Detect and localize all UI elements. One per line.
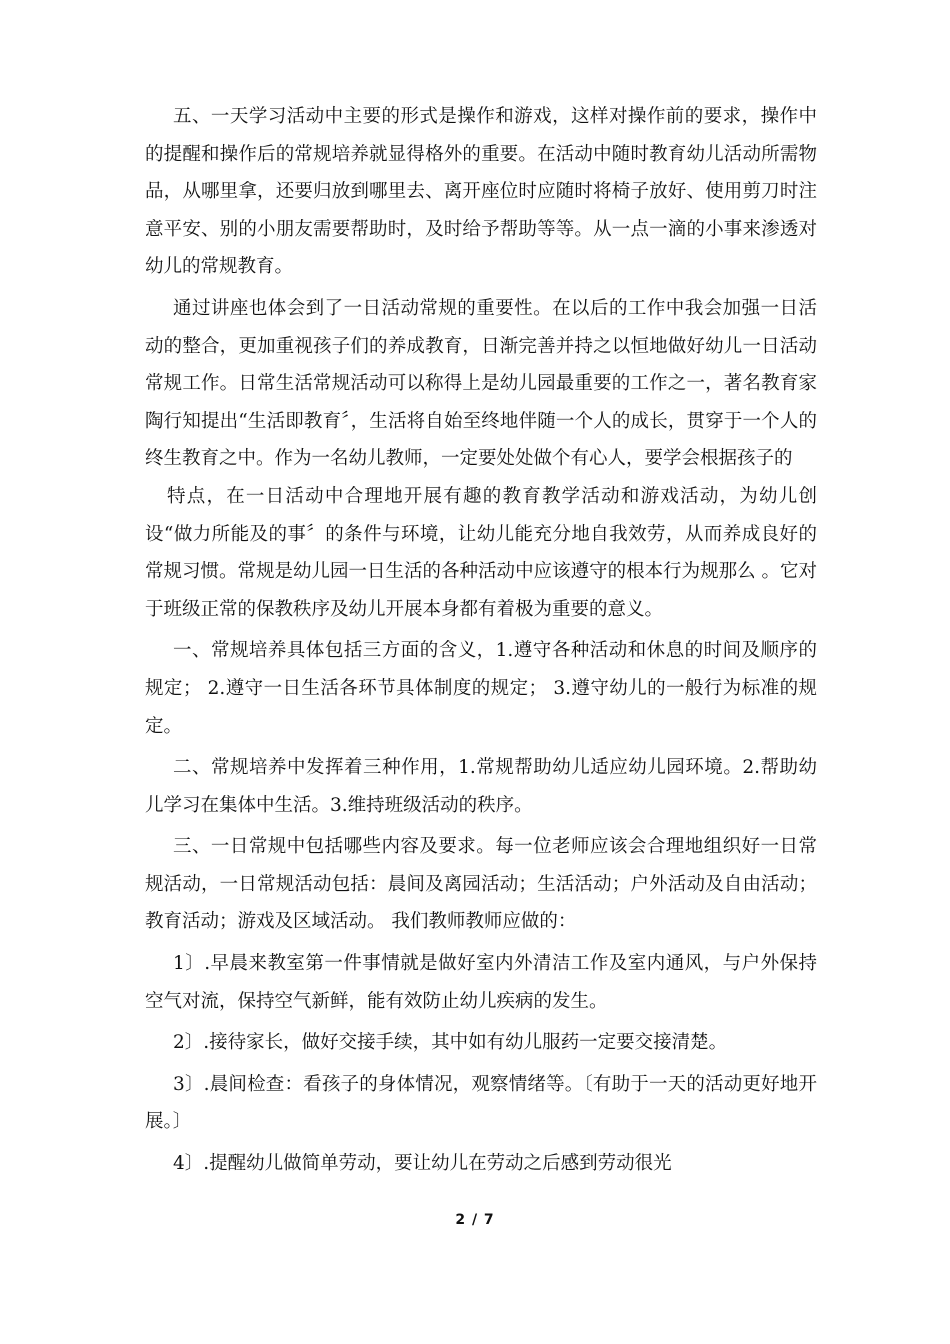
paragraph-routine-meaning: 一、常规培养具体包括三方面的含义，1.遵守各种活动和休息的时间及顺序的规定； 2.遵守一日生活各环节具体制度的规定； 3.遵守幼儿的一般行为标准的规定。 (145, 640, 817, 737)
document-body (145, 98, 817, 1187)
paragraph-activity-forms: 五、一天学习活动中主要的形式是操作和游戏，这样对操作前的要求，操作中的提醒和操作后的常规培养就显得格外的重要。在活动中随时教育幼儿活动所需物品，从哪里拿，还要归放到哪里去、离开座位时应随时将椅子放好、使用剪刀时注意平安、别的小朋友需要帮助时，及时给予帮助等等。从一点一滴的小事来渗透对幼儿的常规教育。 (145, 106, 817, 278)
list-item-simple-labor: 4〕.提醒幼儿做简单劳动，要让幼儿在劳动之后感到劳动很光 (173, 1153, 672, 1175)
list-item-morning-check: 3〕.晨间检查：看孩子的身体情况，观察情绪等。〔有助于一天的活动更好地开展。〕 (145, 1073, 817, 1133)
paragraph-routine-roles: 二、常规培养中发挥着三种作用，1.常规帮助幼儿适应幼儿园环境。2.帮助幼儿学习在集体中生活。3.维持班级活动的秩序。 (145, 757, 817, 816)
paragraph-lecture-reflection: 通过讲座也体会到了一日活动常规的重要性。在以后的工作中我会加强一日活动的整合，更加重视孩子们的养成教育，日渐完善并持之以恒地做好幼儿一日活动常规工作。日常生活常规活动可以称得上是幼儿园最重要的工作之一，著名教育家陶行知提出“生活即教育〞，生活将自始至终地伴随一个人的成长，贯穿于一个人的终生教育之中。作为一名幼儿教师，一定要处处做个有心人，要学会根据孩子的 (145, 297, 817, 470)
page-number: 2 / 7 (455, 1212, 495, 1228)
list-item-classroom-cleaning: 1〕.早晨来教室第一件事情就是做好室内外清洁工作及室内通风，与户外保持空气对流，保持空气新鲜，能有效防止幼儿疾病的发生。 (145, 953, 817, 1012)
paragraph-daily-routine-content: 三、一日常规中包括哪些内容及要求。每一位老师应该会合理地组织好一日常规活动，一日常规活动包括：晨间及离园活动；生活活动；户外活动及自由活动；教育活动；游戏及区域活动。 我们教师教师应做的： (145, 836, 817, 933)
list-item-receive-parents: 2〕.接待家长，做好交接手续，其中如有幼儿服药一定要交接清楚。 (173, 1032, 728, 1054)
paragraph-characteristics: 特点，在一日活动中合理地开展有趣的教育教学活动和游戏活动，为幼儿创设“做力所能及的事〞的条件与环境，让幼儿能充分地自我效劳，从而养成良好的常规习惯。常规是幼儿园一日生活的各种活动中应该遵守的根本行为规那么 。它对于班级正常的保教秩序及幼儿开展本身都有着极为重要的意义。 (145, 485, 817, 620)
